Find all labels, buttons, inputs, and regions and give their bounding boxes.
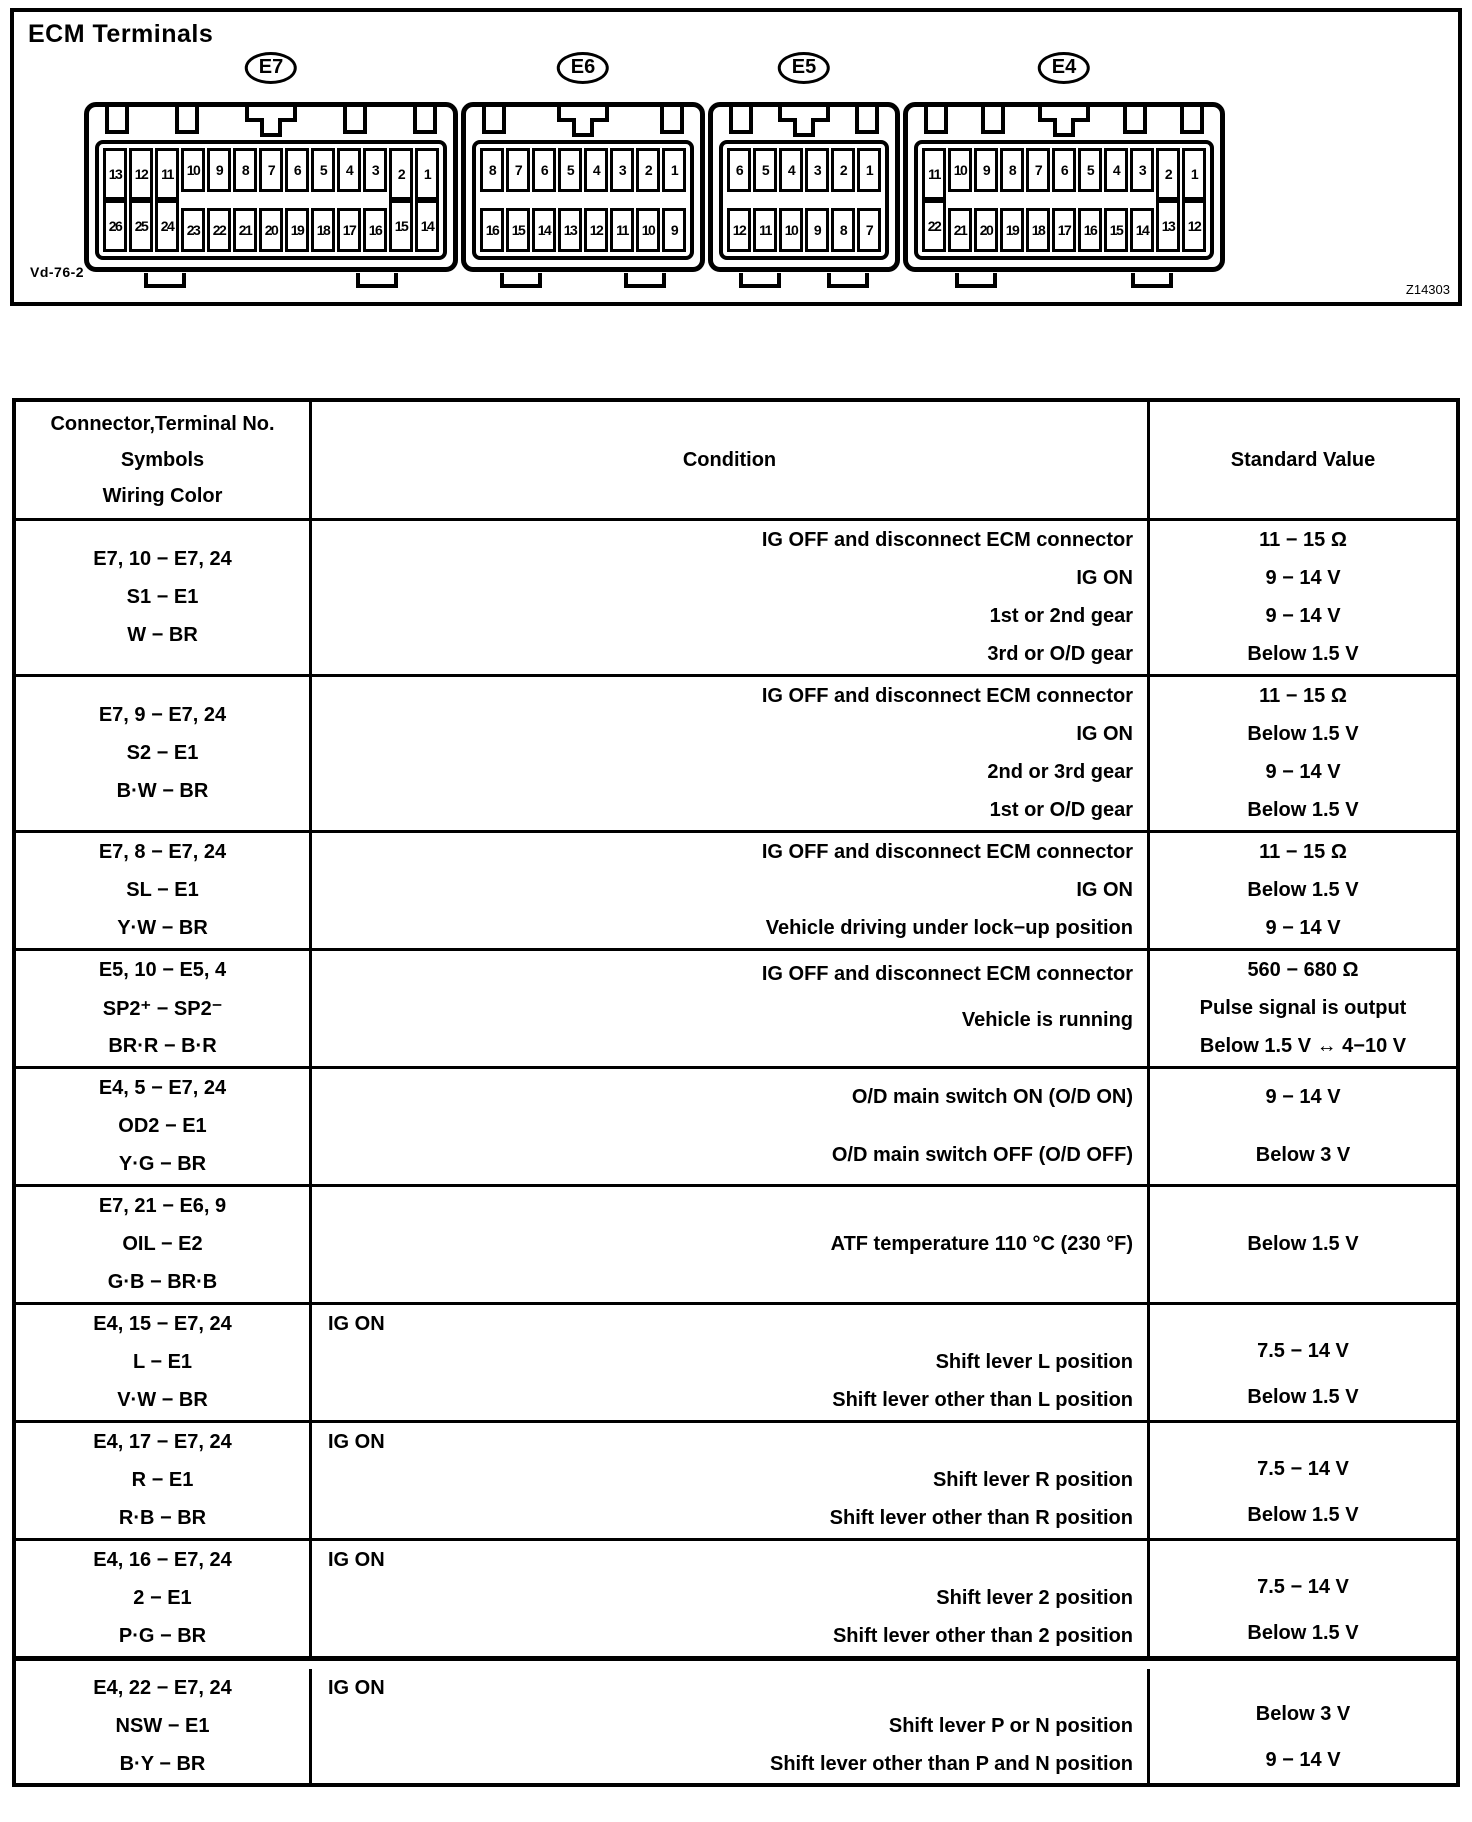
value-line: Below 1.5 V: [1247, 878, 1359, 901]
pin-grid: [719, 140, 889, 260]
table-row: [16, 1420, 1456, 1538]
terminal-line: G·B − BR·B: [107, 1271, 218, 1293]
pin-e6-13: 13: [558, 208, 582, 252]
table-row: [16, 1656, 1456, 1783]
terminal-line: R − E1: [131, 1469, 194, 1491]
value-line: 9 − 14 V: [1265, 1748, 1341, 1771]
pin-e7-26: 26: [103, 200, 127, 252]
connector-foot: [955, 273, 997, 288]
manual-page: [0, 8, 1472, 1787]
pin-e7-18: 18: [311, 208, 335, 252]
pin-e7-21: 21: [233, 208, 257, 252]
connector-e5: [708, 56, 900, 272]
condition-line: IG ON: [328, 1312, 385, 1335]
figure-code-right: Z14303: [1405, 282, 1450, 297]
table-header-row: [16, 402, 1456, 518]
value-cell: [1150, 1541, 1456, 1656]
terminal-line: SL − E1: [126, 879, 199, 901]
value-line: 9 − 14 V: [1265, 1086, 1341, 1109]
header-terminal-column: [16, 402, 312, 518]
connector-foot: [500, 273, 542, 288]
pin-e4-22: 22: [922, 200, 946, 252]
pin-e5-9: 9: [805, 208, 829, 252]
condition-line: O/D main switch ON (O/D ON): [851, 1086, 1133, 1109]
pin-e5-4: 4: [779, 148, 803, 192]
condition-line: IG ON: [1076, 566, 1133, 589]
pin-e6-2: 2: [636, 148, 660, 192]
condition-line: IG OFF and disconnect ECM connector: [761, 528, 1133, 551]
condition-line: IG ON: [1076, 878, 1133, 901]
terminal-cell: [16, 1541, 312, 1656]
table-row: [16, 1302, 1456, 1420]
terminal-line: OIL − E2: [122, 1233, 203, 1255]
pin-e6-12: 12: [584, 208, 608, 252]
value-line: 9 − 14 V: [1265, 761, 1341, 784]
value-line: 11 − 15 Ω: [1259, 528, 1347, 551]
pin-e5-10: 10: [779, 208, 803, 252]
connector-body: [708, 102, 900, 272]
condition-line: Shift lever L position: [935, 1350, 1133, 1373]
terminal-line: SP2⁺ − SP2⁻: [102, 998, 223, 1020]
value-line: [1150, 1305, 1456, 1328]
pin-e5-8: 8: [831, 208, 855, 252]
pin-e6-15: 15: [506, 208, 530, 252]
terminal-line: E7, 9 − E7, 24: [98, 704, 227, 726]
connector-body: [903, 102, 1225, 272]
connector-e4: [903, 56, 1225, 272]
terminal-cell: [16, 1305, 312, 1420]
value-line: [1150, 1541, 1456, 1564]
table-row: [16, 1538, 1456, 1656]
terminal-line: E7, 8 − E7, 24: [98, 841, 227, 863]
terminal-line: Y·G − BR: [118, 1153, 207, 1175]
pin-e4-3: 3: [1130, 148, 1154, 192]
pin-e7-12: 12: [129, 148, 153, 200]
terminal-line: E5, 10 − E5, 4: [98, 959, 227, 981]
value-line: 11 − 15 Ω: [1259, 840, 1347, 863]
header-terminal-line: Wiring Color: [102, 484, 223, 507]
condition-cell: [312, 1305, 1150, 1420]
pin-e7-13: 13: [103, 148, 127, 200]
value-line: 7.5 − 14 V: [1257, 1575, 1349, 1598]
condition-line: Shift lever other than P and N position: [770, 1752, 1133, 1775]
notch-tab: [729, 107, 753, 134]
terminal-line: BR·R − B·R: [108, 1035, 217, 1057]
condition-line: Shift lever 2 position: [936, 1586, 1133, 1609]
terminal-line: E4, 5 − E7, 24: [98, 1077, 227, 1099]
pin-e4-19: 19: [1000, 208, 1024, 252]
value-line: Pulse signal is output: [1199, 996, 1407, 1019]
pin-e5-3: 3: [805, 148, 829, 192]
pin-e7-20: 20: [259, 208, 283, 252]
pin-e4-21: 21: [948, 208, 972, 252]
connector-foot: [1131, 273, 1173, 288]
pin-e6-11: 11: [610, 208, 634, 252]
notch-latch: [778, 107, 830, 122]
pin-e6-4: 4: [584, 148, 608, 192]
pin-e7-1: 1: [415, 148, 439, 200]
value-line: 7.5 − 14 V: [1257, 1457, 1349, 1480]
connector-label: E5: [778, 52, 830, 84]
pin-e5-11: 11: [753, 208, 777, 252]
pin-e7-15: 15: [389, 200, 413, 252]
header-condition-label: Condition: [682, 448, 777, 471]
condition-cell: [312, 1069, 1150, 1184]
ecm-terminals-figure: [10, 8, 1462, 306]
pin-row-bot: [480, 200, 686, 252]
condition-cell: [312, 1187, 1150, 1302]
pin-e6-8: 8: [480, 148, 504, 192]
pin-e4-17: 17: [1052, 208, 1076, 252]
condition-line: Shift lever other than L position: [832, 1389, 1133, 1412]
value-cell: [1150, 1423, 1456, 1538]
terminal-line: E4, 16 − E7, 24: [93, 1549, 232, 1571]
table-row: [16, 830, 1456, 948]
pin-e7-14: 14: [415, 200, 439, 252]
pin-e6-6: 6: [532, 148, 556, 192]
table-row: [16, 1066, 1456, 1184]
terminal-line: B·Y − BR: [119, 1752, 206, 1775]
pin-e7-19: 19: [285, 208, 309, 252]
value-line: 11 − 15 Ω: [1259, 684, 1347, 707]
pin-e7-24: 24: [155, 200, 179, 252]
pin-e7-2: 2: [389, 148, 413, 200]
pin-e4-10: 10: [948, 148, 972, 192]
connector-notch-row: [472, 107, 694, 140]
condition-cell: [312, 521, 1150, 674]
pin-e4-5: 5: [1078, 148, 1102, 192]
table-row: [16, 1184, 1456, 1302]
value-cell: [1150, 1669, 1456, 1783]
terminal-line: E4, 15 − E7, 24: [93, 1313, 232, 1335]
pin-e7-10: 10: [181, 148, 205, 192]
terminal-line: S1 − E1: [126, 586, 199, 608]
value-cell: [1150, 833, 1456, 948]
condition-cell: [312, 951, 1150, 1066]
pin-e5-6: 6: [727, 148, 751, 192]
pin-e4-12: 12: [1182, 200, 1206, 252]
pin-e6-10: 10: [636, 208, 660, 252]
connector-notch-row: [95, 107, 447, 140]
condition-line: [312, 1043, 1147, 1066]
pin-row-top: [480, 148, 686, 200]
table-row: [16, 674, 1456, 830]
notch-tab: [175, 107, 199, 134]
condition-cell: [312, 1669, 1150, 1783]
value-line: Below 3 V: [1255, 1703, 1351, 1725]
value-line: Below 1.5 V: [1247, 1621, 1359, 1644]
condition-cell: [312, 1423, 1150, 1538]
figure-code-left: Vd-76-2: [30, 264, 85, 280]
pin-e7-25: 25: [129, 200, 153, 252]
connector-row: [84, 56, 1228, 272]
pin-e4-7: 7: [1026, 148, 1050, 192]
header-standard-value-column: [1150, 402, 1456, 518]
value-line: Below 1.5 V ↔ 4−10 V: [1199, 1035, 1407, 1058]
pin-row-top: [103, 148, 439, 200]
condition-line: IG OFF and disconnect ECM connector: [761, 840, 1133, 863]
pin-e7-8: 8: [233, 148, 257, 192]
pin-e4-4: 4: [1104, 148, 1128, 192]
table-row: [16, 948, 1456, 1066]
terminal-line: L − E1: [132, 1351, 193, 1373]
header-terminal-line: Symbols: [120, 448, 205, 471]
value-line: Below 1.5 V: [1247, 1233, 1359, 1255]
value-line: Below 1.5 V: [1247, 1385, 1359, 1408]
terminal-line: 2 − E1: [133, 1587, 192, 1609]
terminal-line: V·W − BR: [117, 1389, 208, 1411]
value-line: Below 1.5 V: [1247, 799, 1359, 822]
value-line: Below 1.5 V: [1247, 1503, 1359, 1526]
notch-tab: [660, 107, 684, 134]
notch-tab: [105, 107, 129, 134]
value-line: Below 3 V: [1255, 1143, 1351, 1166]
value-cell: [1150, 1187, 1456, 1302]
condition-line: 2nd or 3rd gear: [987, 761, 1133, 784]
terminal-cell: [16, 1069, 312, 1184]
connector-foot: [827, 273, 869, 288]
notch-latch: [557, 107, 609, 122]
condition-line: Vehicle driving under lock−up position: [765, 917, 1133, 940]
notch-tab: [413, 107, 437, 134]
connector-e7: [84, 56, 458, 272]
terminal-cell: [16, 1423, 312, 1538]
connector-notch-row: [719, 107, 889, 140]
pin-e6-7: 7: [506, 148, 530, 192]
pin-e6-3: 3: [610, 148, 634, 192]
table-row: [16, 518, 1456, 674]
connector-foot: [624, 273, 666, 288]
terminal-line: E7, 10 − E7, 24: [93, 548, 232, 570]
pin-e6-16: 16: [480, 208, 504, 252]
condition-line: ATF temperature 110 °C (230 °F): [830, 1233, 1133, 1255]
terminal-line: E4, 17 − E7, 24: [93, 1431, 232, 1453]
pin-e4-9: 9: [974, 148, 998, 192]
value-cell: [1150, 1305, 1456, 1420]
pin-e6-9: 9: [662, 208, 686, 252]
terminal-line: NSW − E1: [115, 1714, 210, 1737]
notch-tab: [1123, 107, 1147, 134]
value-cell: [1150, 521, 1456, 674]
condition-cell: [312, 833, 1150, 948]
value-line: 560 − 680 Ω: [1247, 958, 1359, 981]
pin-e7-9: 9: [207, 148, 231, 192]
condition-line: IG OFF and disconnect ECM connector: [761, 962, 1133, 985]
pin-e4-2: 2: [1156, 148, 1180, 200]
terminal-cell: [16, 833, 312, 948]
condition-line: O/D main switch OFF (O/D OFF): [831, 1143, 1133, 1166]
condition-line: Shift lever other than R position: [829, 1507, 1133, 1530]
notch-tab: [482, 107, 506, 134]
pin-e4-14: 14: [1130, 208, 1154, 252]
pin-e7-4: 4: [337, 148, 361, 192]
value-line: Below 1.5 V: [1247, 643, 1359, 666]
notch-tab: [855, 107, 879, 134]
pin-grid: [472, 140, 694, 260]
notch-tab: [343, 107, 367, 134]
condition-line: 1st or 2nd gear: [989, 605, 1133, 628]
connector-foot: [356, 273, 398, 288]
terminal-line: S2 − E1: [126, 742, 199, 764]
connector-label: E7: [245, 52, 297, 84]
terminal-cell: [16, 521, 312, 674]
terminal-line: E4, 22 − E7, 24: [93, 1676, 232, 1699]
condition-line: IG ON: [1076, 722, 1133, 745]
pin-e7-16: 16: [363, 208, 387, 252]
condition-line: 1st or O/D gear: [989, 799, 1133, 822]
value-line: 9 − 14 V: [1265, 566, 1341, 589]
pin-e4-15: 15: [1104, 208, 1128, 252]
condition-line: IG ON: [328, 1430, 385, 1453]
connector-label: E6: [557, 52, 609, 84]
notch-latch: [245, 107, 297, 122]
pin-e4-8: 8: [1000, 148, 1024, 192]
pin-row-top: [922, 148, 1206, 200]
pin-e7-7: 7: [259, 148, 283, 192]
pin-e4-20: 20: [974, 208, 998, 252]
pin-row-bot: [727, 200, 881, 252]
header-standard-value-label: Standard Value: [1230, 448, 1376, 471]
pin-e4-6: 6: [1052, 148, 1076, 192]
pin-e4-1: 1: [1182, 148, 1206, 200]
pin-e7-6: 6: [285, 148, 309, 192]
pin-e7-11: 11: [155, 148, 179, 200]
terminal-line: OD2 − E1: [118, 1115, 207, 1137]
pin-e4-16: 16: [1078, 208, 1102, 252]
condition-cell: [312, 1541, 1150, 1656]
value-line: 7.5 − 14 V: [1257, 1339, 1349, 1362]
pin-e6-1: 1: [662, 148, 686, 192]
pin-row-top: [727, 148, 881, 200]
pin-row-bot: [922, 200, 1206, 252]
pin-e7-22: 22: [207, 208, 231, 252]
pin-e7-5: 5: [311, 148, 335, 192]
pin-e6-5: 5: [558, 148, 582, 192]
terminal-line: Y·W − BR: [117, 917, 208, 939]
condition-line: IG OFF and disconnect ECM connector: [761, 684, 1133, 707]
terminal-line: R·B − BR: [118, 1507, 207, 1529]
value-cell: [1150, 951, 1456, 1066]
terminal-line: W − BR: [127, 624, 198, 646]
condition-line: Vehicle is running: [961, 1008, 1133, 1031]
condition-line: IG ON: [328, 1548, 385, 1571]
connector-notch-row: [914, 107, 1214, 140]
terminal-cell: [16, 1187, 312, 1302]
pin-grid: [95, 140, 447, 260]
value-line: [1150, 1669, 1456, 1692]
value-line: 9 − 14 V: [1265, 917, 1341, 940]
connector-foot: [144, 273, 186, 288]
pin-e5-7: 7: [857, 208, 881, 252]
notch-tab: [1180, 107, 1204, 134]
connector-e6: [461, 56, 705, 272]
value-cell: [1150, 677, 1456, 830]
pin-row-bot: [103, 200, 439, 252]
condition-line: Shift lever R position: [932, 1468, 1133, 1491]
condition-line: Shift lever P or N position: [888, 1714, 1133, 1737]
connector-label: E4: [1038, 52, 1090, 84]
notch-tab: [924, 107, 948, 134]
header-terminal-line: Connector,Terminal No.: [50, 412, 275, 435]
header-condition-column: [312, 402, 1150, 518]
pin-e6-14: 14: [532, 208, 556, 252]
ecm-terminals-table: [12, 398, 1460, 1787]
pin-e5-5: 5: [753, 148, 777, 192]
condition-line: IG ON: [328, 1676, 385, 1699]
pin-e7-3: 3: [363, 148, 387, 192]
pin-e5-1: 1: [857, 148, 881, 192]
pin-e7-17: 17: [337, 208, 361, 252]
pin-e7-23: 23: [181, 208, 205, 252]
figure-title: ECM Terminals: [28, 20, 214, 48]
notch-tab: [981, 107, 1005, 134]
terminal-cell: [16, 677, 312, 830]
connector-body: [84, 102, 458, 272]
pin-e4-11: 11: [922, 148, 946, 200]
pin-e5-2: 2: [831, 148, 855, 192]
terminal-line: E7, 21 − E6, 9: [98, 1195, 227, 1217]
connector-body: [461, 102, 705, 272]
pin-e4-18: 18: [1026, 208, 1050, 252]
value-line: [1150, 1423, 1456, 1446]
value-cell: [1150, 1069, 1456, 1184]
connector-foot: [739, 273, 781, 288]
terminal-cell: [16, 1669, 312, 1783]
value-line: 9 − 14 V: [1265, 605, 1341, 628]
terminal-cell: [16, 951, 312, 1066]
notch-latch: [1038, 107, 1090, 122]
value-line: Below 1.5 V: [1247, 722, 1359, 745]
pin-e5-12: 12: [727, 208, 751, 252]
condition-cell: [312, 677, 1150, 830]
pin-e4-13: 13: [1156, 200, 1180, 252]
terminal-line: P·G − BR: [118, 1625, 207, 1647]
terminal-line: B·W − BR: [116, 780, 209, 802]
pin-grid: [914, 140, 1214, 260]
condition-line: 3rd or O/D gear: [987, 643, 1133, 666]
condition-line: Shift lever other than 2 position: [832, 1625, 1133, 1648]
